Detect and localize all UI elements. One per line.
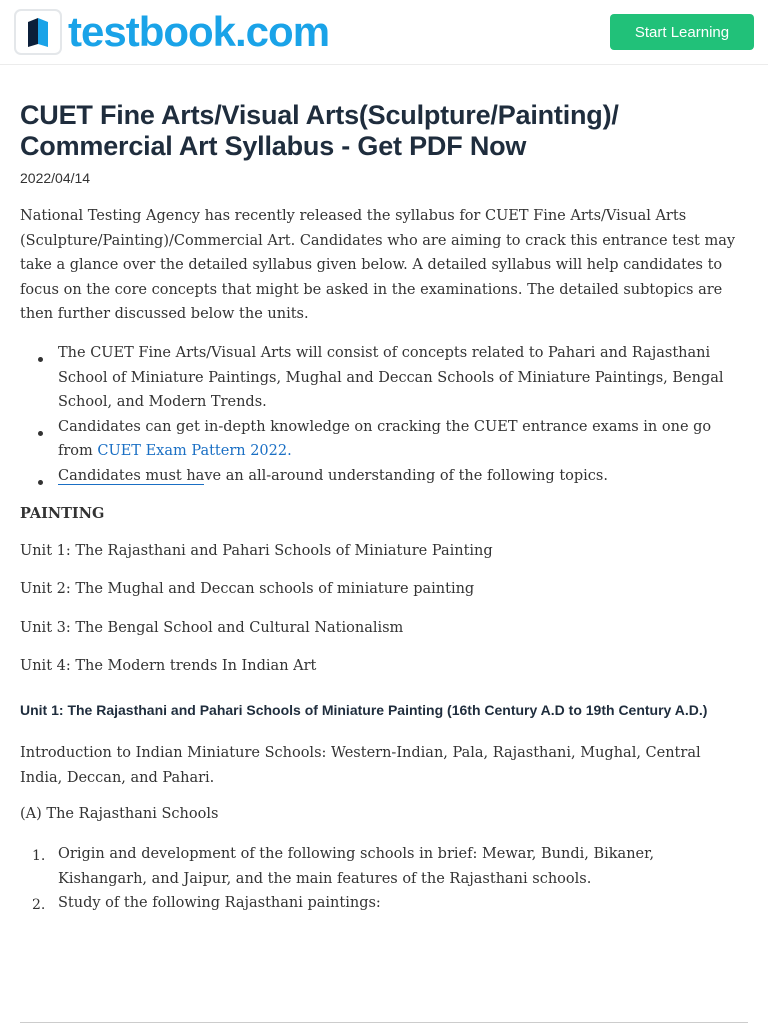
bullet-text-linked[interactable]: Candidates must ha: [58, 467, 205, 484]
bullet-text: Candidates can get in-depth knowledge on cracking the CUET entrance exams in one go from: [58, 418, 712, 459]
page-title: CUET Fine Arts/Visual Arts(Sculpture/Painting)/ Commercial Art Syllabus - Get PDF Now: [20, 100, 619, 161]
publish-date: 2022/04/14: [20, 170, 91, 186]
section-a-label: (A) The Rajasthani Schools: [20, 806, 219, 822]
painting-heading: PAINTING: [20, 505, 105, 522]
numbered-list: [20, 842, 746, 916]
logo-wordmark: testbook.com: [68, 8, 330, 55]
divider: [20, 1022, 748, 1023]
bullet-list: [20, 341, 746, 488]
list-item: [20, 464, 746, 489]
unit1-intro: Introduction to Indian Miniature Schools: Western-Indian, Pala, Rajasthani, Mughal, Central India, Deccan, and Pahari.: [20, 745, 701, 786]
unit-line: Unit 2: The Mughal and Deccan schools of miniature painting: [20, 581, 475, 597]
intro-paragraph: National Testing Agency has recently released the syllabus for CUET Fine Arts/Visual Arts (Sculpture/Painting)/Commercial Art. Candidates who are aiming to crack this entrance test may take a glance over the detailed syllabus given below. A detailed syllabus will help candidates to focus on the core concepts that might be asked in the examinations. The detailed subtopics are then further discussed below the units.: [20, 208, 736, 322]
list-number: 2.: [32, 897, 46, 913]
list-number: 1.: [32, 848, 46, 864]
list-item: [20, 891, 746, 916]
unit-line: Unit 3: The Bengal School and Cultural Nationalism: [20, 620, 404, 636]
site-header: [0, 0, 768, 65]
list-item: [20, 415, 746, 464]
cuet-exam-pattern-link[interactable]: CUET Exam Pattern 2022.: [97, 443, 292, 459]
site-logo[interactable]: [14, 9, 329, 55]
unit1-heading: Unit 1: The Rajasthani and Pahari Schools of Miniature Painting (16th Century A.D to 19th Century A.D.): [20, 702, 708, 718]
unit-line: Unit 4: The Modern trends In Indian Art: [20, 658, 317, 674]
list-text: Study of the following Rajasthani paintings:: [58, 895, 381, 911]
testbook-book-icon: [14, 9, 62, 55]
unit-line: Unit 1: The Rajasthani and Pahari Schools of Miniature Painting: [20, 543, 493, 559]
bullet-text: ve an all-around understanding of the following topics.: [204, 467, 608, 484]
start-learning-button[interactable]: Start Learning: [610, 14, 754, 50]
list-item: [20, 341, 746, 415]
bullet-text: The CUET Fine Arts/Visual Arts will consist of concepts related to Pahari and Rajasthani School of Miniature Paintings, Mughal and Deccan Schools of Miniature Paintings, Bengal School, and Modern Trends.: [58, 345, 724, 410]
list-text: Origin and development of the following schools in brief: Mewar, Bundi, Bikaner, Kishangarh, and Jaipur, and the main features of the Rajasthani schools.: [58, 846, 655, 887]
list-item: [20, 842, 746, 891]
